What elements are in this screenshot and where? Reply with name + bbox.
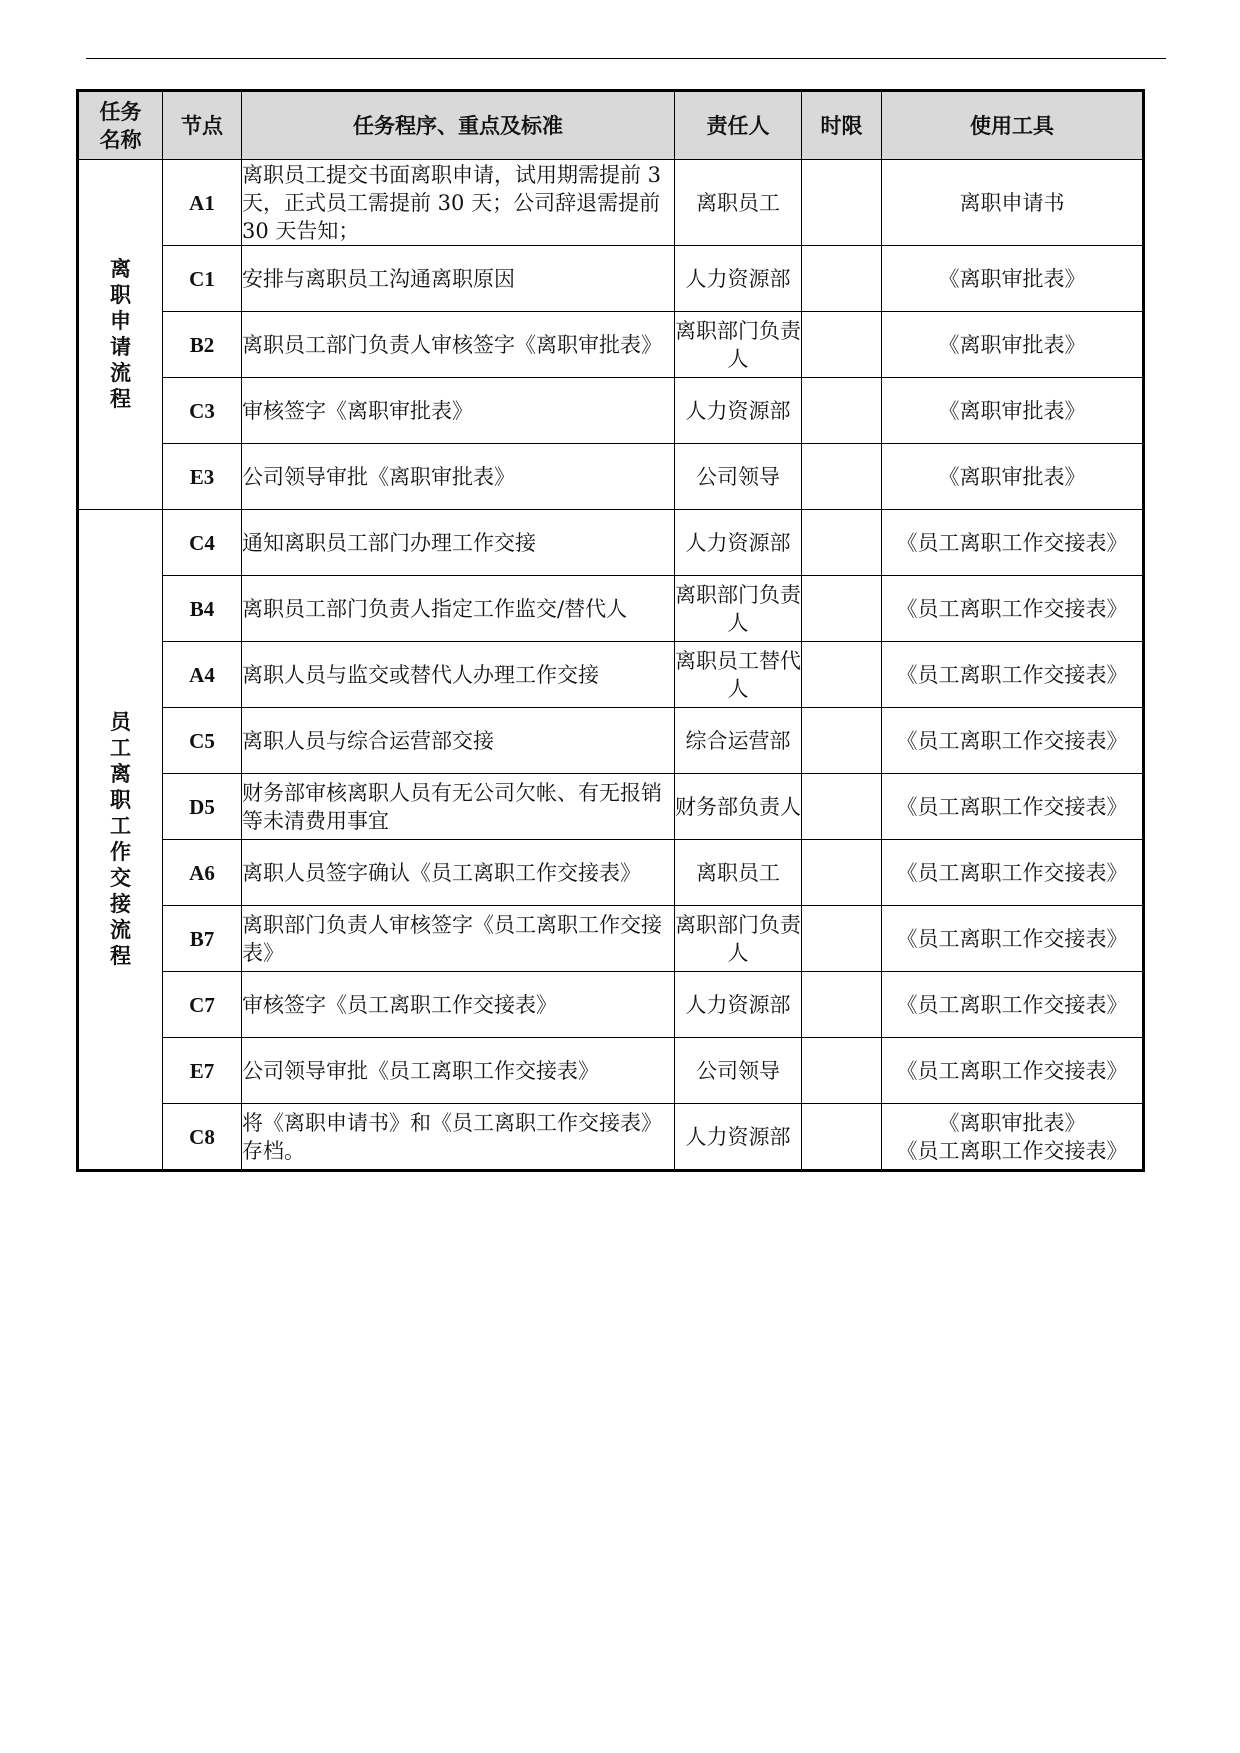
node-cell: C8 — [163, 1104, 242, 1171]
task-cell: 公司领导审批《员工离职工作交接表》 — [242, 1038, 675, 1104]
task-cell: 离职部门负责人审核签字《员工离职工作交接表》 — [242, 906, 675, 972]
time-limit-cell — [802, 642, 882, 708]
node-cell: E7 — [163, 1038, 242, 1104]
task-cell: 财务部审核离职人员有无公司欠帐、有无报销等未清费用事宜 — [242, 774, 675, 840]
tool-name: 《离职审批表》 — [938, 398, 1086, 423]
tools-cell — [882, 312, 1144, 378]
group-name-cell — [78, 160, 163, 510]
header-row — [78, 91, 1144, 160]
table-row — [78, 972, 1144, 1038]
task-cell: 离职人员与综合运营部交接 — [242, 708, 675, 774]
time-limit-cell — [802, 510, 882, 576]
time-limit-cell — [802, 444, 882, 510]
table-body — [78, 160, 1144, 1171]
task-cell: 离职员工部门负责人指定工作监交/替代人 — [242, 576, 675, 642]
tool-name: 《离职审批表》 — [938, 266, 1086, 291]
tool-name: 《员工离职工作交接表》 — [896, 530, 1128, 555]
task-cell: 离职人员签字确认《员工离职工作交接表》 — [242, 840, 675, 906]
header-procedure: 任务程序、重点及标准 — [242, 91, 675, 160]
owner-cell: 人力资源部 — [675, 510, 802, 576]
node-cell: B7 — [163, 906, 242, 972]
node-cell: C4 — [163, 510, 242, 576]
node-cell: A1 — [163, 160, 242, 246]
time-limit-cell — [802, 840, 882, 906]
header-rule — [86, 58, 1166, 59]
task-cell: 通知离职员工部门办理工作交接 — [242, 510, 675, 576]
task-cell: 审核签字《员工离职工作交接表》 — [242, 972, 675, 1038]
table-row — [78, 378, 1144, 444]
time-limit-cell — [802, 972, 882, 1038]
tools-cell — [882, 840, 1144, 906]
node-cell: C7 — [163, 972, 242, 1038]
tools-cell — [882, 246, 1144, 312]
tool-name: 《员工离职工作交接表》 — [896, 860, 1128, 885]
owner-cell: 离职部门负责人 — [675, 906, 802, 972]
tool-name: 《员工离职工作交接表》 — [896, 596, 1128, 621]
owner-cell: 人力资源部 — [675, 1104, 802, 1171]
tool-name: 离职申请书 — [959, 190, 1065, 215]
process-table — [76, 89, 1145, 1172]
tool-name: 《员工离职工作交接表》 — [896, 662, 1128, 687]
owner-cell: 人力资源部 — [675, 972, 802, 1038]
owner-cell: 公司领导 — [675, 1038, 802, 1104]
tool-name: 《员工离职工作交接表》 — [896, 1138, 1128, 1163]
table-row — [78, 840, 1144, 906]
group-name: 员工离职工作交接流程 — [110, 710, 131, 968]
owner-cell: 公司领导 — [675, 444, 802, 510]
time-limit-cell — [802, 1104, 882, 1171]
tools-cell — [882, 378, 1144, 444]
node-cell: C5 — [163, 708, 242, 774]
time-limit-cell — [802, 708, 882, 774]
tools-cell — [882, 1104, 1144, 1171]
owner-cell: 离职员工替代人 — [675, 642, 802, 708]
tools-cell — [882, 160, 1144, 246]
table-row — [78, 576, 1144, 642]
tools-cell — [882, 708, 1144, 774]
table-row — [78, 1104, 1144, 1171]
table-row — [78, 906, 1144, 972]
owner-cell: 财务部负责人 — [675, 774, 802, 840]
owner-cell: 综合运营部 — [675, 708, 802, 774]
tool-name: 《离职审批表》 — [938, 332, 1086, 357]
table-row — [78, 642, 1144, 708]
node-cell: C3 — [163, 378, 242, 444]
header-tools: 使用工具 — [882, 91, 1144, 160]
node-cell: A4 — [163, 642, 242, 708]
table-row — [78, 1038, 1144, 1104]
task-cell: 审核签字《离职审批表》 — [242, 378, 675, 444]
time-limit-cell — [802, 312, 882, 378]
group-name-cell — [78, 510, 163, 1171]
tools-cell — [882, 510, 1144, 576]
task-cell: 离职员工提交书面离职申请，试用期需提前 3 天，正式员工需提前 30 天；公司辞退需提前 30 天告知； — [242, 160, 675, 246]
node-cell: D5 — [163, 774, 242, 840]
tools-cell — [882, 972, 1144, 1038]
tool-name: 《员工离职工作交接表》 — [896, 794, 1128, 819]
tool-name: 《离职审批表》 — [938, 464, 1086, 489]
task-cell: 公司领导审批《离职审批表》 — [242, 444, 675, 510]
owner-cell: 人力资源部 — [675, 378, 802, 444]
task-cell: 将《离职申请书》和《员工离职工作交接表》存档。 — [242, 1104, 675, 1171]
table-row — [78, 246, 1144, 312]
time-limit-cell — [802, 160, 882, 246]
group-name: 离职申请流程 — [110, 257, 131, 411]
table-header — [78, 91, 1144, 160]
time-limit-cell — [802, 1038, 882, 1104]
tools-cell — [882, 576, 1144, 642]
time-limit-cell — [802, 378, 882, 444]
time-limit-cell — [802, 576, 882, 642]
tool-name: 《员工离职工作交接表》 — [896, 728, 1128, 753]
owner-cell: 离职部门负责人 — [675, 576, 802, 642]
table-row — [78, 160, 1144, 246]
header-time-limit: 时限 — [802, 91, 882, 160]
tool-name: 《离职审批表》 — [938, 1110, 1086, 1135]
table-row — [78, 510, 1144, 576]
task-cell: 离职人员与监交或替代人办理工作交接 — [242, 642, 675, 708]
time-limit-cell — [802, 906, 882, 972]
header-owner: 责任人 — [675, 91, 802, 160]
owner-cell: 离职员工 — [675, 840, 802, 906]
tools-cell — [882, 444, 1144, 510]
table-row — [78, 708, 1144, 774]
node-cell: B2 — [163, 312, 242, 378]
table-row — [78, 444, 1144, 510]
node-cell: C1 — [163, 246, 242, 312]
task-cell: 安排与离职员工沟通离职原因 — [242, 246, 675, 312]
header-node: 节点 — [163, 91, 242, 160]
tools-cell — [882, 1038, 1144, 1104]
owner-cell: 离职员工 — [675, 160, 802, 246]
node-cell: A6 — [163, 840, 242, 906]
node-cell: E3 — [163, 444, 242, 510]
time-limit-cell — [802, 246, 882, 312]
tool-name: 《员工离职工作交接表》 — [896, 992, 1128, 1017]
header-task-name: 任务名称 — [78, 91, 163, 160]
table-row — [78, 774, 1144, 840]
tools-cell — [882, 774, 1144, 840]
time-limit-cell — [802, 774, 882, 840]
owner-cell: 离职部门负责人 — [675, 312, 802, 378]
owner-cell: 人力资源部 — [675, 246, 802, 312]
table-row — [78, 312, 1144, 378]
tools-cell — [882, 642, 1144, 708]
tool-name: 《员工离职工作交接表》 — [896, 1058, 1128, 1083]
node-cell: B4 — [163, 576, 242, 642]
tools-cell — [882, 906, 1144, 972]
tool-name: 《员工离职工作交接表》 — [896, 926, 1128, 951]
task-cell: 离职员工部门负责人审核签字《离职审批表》 — [242, 312, 675, 378]
